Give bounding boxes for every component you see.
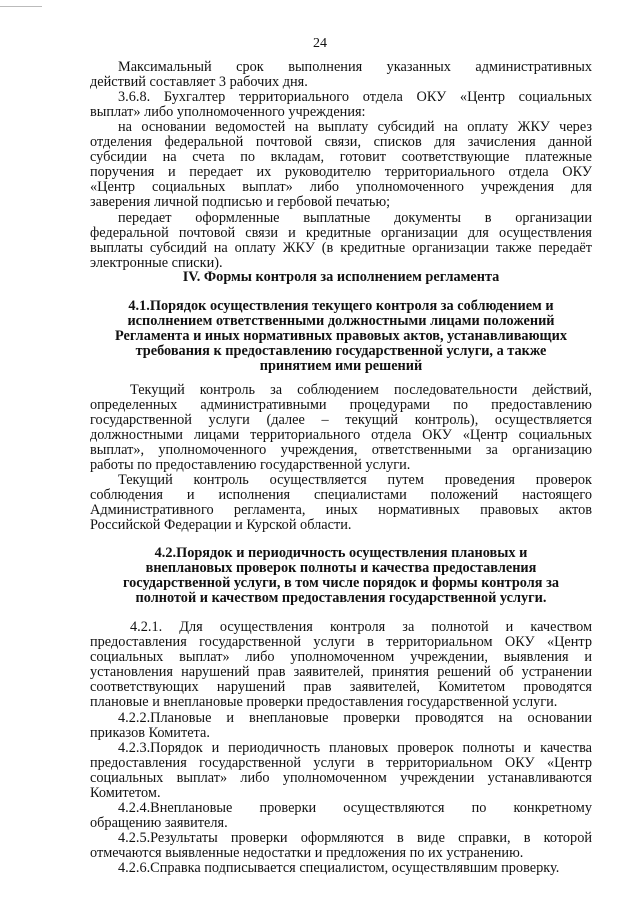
text-line: 4.2.3.Порядок и периодичность плановых проверок полноты и качества [118, 740, 592, 756]
section-heading: IV. Формы контроля за исполнением регламента [182, 269, 500, 285]
text-line: поручения и передает их руководителю территориального отдела ОКУ [90, 164, 592, 180]
text-line: передает оформленные выплатные документы в организации [118, 210, 592, 226]
text-line: выплат», уполномоченного учреждения, ответственными за организацию [90, 442, 592, 458]
subsection-heading: исполнением ответственными должностными лицами положений [127, 313, 555, 329]
text-line: 3.6.8. Бухгалтер территориального отдела ОКУ «Центр социальных [118, 89, 592, 105]
text-line: плановые и внеплановые проверки предоставления государственной услуги. [90, 694, 558, 710]
text-line: 4.2.1. Для осуществления контроля за полнотой и качеством [130, 619, 592, 635]
text-line: установления нарушений прав заявителей, принятия решений об устранении [90, 664, 592, 680]
page-number: 24 [313, 36, 327, 51]
text-line: «Центр социальных выплат» либо уполномоченного учреждения для [90, 179, 592, 195]
text-line: должностными лицами территориального отдела ОКУ «Центр социальных [90, 427, 592, 443]
text-line: на основании ведомостей на выплату субсидий на оплату ЖКУ через [118, 119, 592, 135]
text-line: электронные списки). [90, 255, 223, 271]
text-line: определенных административными процедурами по предоставлению [90, 397, 592, 413]
text-line: 4.2.4.Внеплановые проверки осуществляются по конкретному [118, 800, 592, 816]
text-line: обращению заявителя. [90, 815, 228, 831]
subsection-heading: Регламента и иных нормативных правовых актов, устанавливающих [115, 328, 567, 344]
text-line: Административного регламента, иных нормативных правовых актов [90, 502, 592, 518]
text-line: работы по предоставлению государственной услуги. [90, 457, 411, 473]
text-line: Российской Федерации и Курской области. [90, 517, 352, 533]
subsection-heading: полнотой и качеством предоставления государственной услуги. [135, 590, 547, 606]
scan-corner-mark [0, 0, 42, 7]
text-line: федеральной почтовой связи и кредитные организации для осуществления [90, 225, 592, 241]
text-line: соблюдения и исполнения специалистами положений настоящего [90, 487, 592, 503]
text-line: 4.2.5.Результаты проверки оформляются в виде справки, в которой [118, 830, 592, 846]
text-line: заверения личной подписью и гербовой печатью; [90, 194, 391, 210]
text-line: действий составляет 3 рабочих дня. [90, 74, 308, 90]
text-line: Комитетом. [90, 785, 161, 801]
subsection-heading: 4.1.Порядок осуществления текущего контроля за соблюдением и [128, 298, 554, 314]
text-line: соответствующих нарушений прав заявителей, Комитетом проводятся [90, 679, 592, 695]
text-line: выплат» либо уполномоченного учреждения: [90, 104, 366, 120]
text-line: 4.2.6.Справка подписывается специалистом, осуществлявшим проверку. [118, 860, 560, 876]
text-line: предоставления государственной услуги в территориальном ОКУ «Центр [90, 755, 592, 771]
text-line: выплаты субсидий на оплату ЖКУ (в кредитные организации также передаёт [90, 240, 592, 256]
subsection-heading: 4.2.Порядок и периодичность осуществления плановых и [154, 545, 528, 561]
text-line: отделения федеральной почтовой связи, списков для зачисления данной [90, 134, 592, 150]
text-line: Текущий контроль осуществляется путем проведения проверок [118, 472, 592, 488]
text-line: субсидии на счета по вкладам, готовит соответствующие платежные [90, 149, 592, 165]
text-line: 4.2.2.Плановые и внеплановые проверки проводятся на основании [118, 710, 592, 726]
text-line: государственной услуги (далее – текущий контроль), осуществляется [90, 412, 592, 428]
text-line: Текущий контроль за соблюдением последовательности действий, [130, 382, 592, 398]
subsection-heading: государственной услуги, в том числе порядок и формы контроля за [123, 575, 559, 591]
subsection-heading: принятием ими решений [259, 358, 423, 374]
subsection-heading: внеплановых проверок полноты и качества предоставления [145, 560, 537, 576]
text-line: отмечаются выявленные недостатки и предложения по их устранению. [90, 845, 524, 861]
text-line: предоставления государственной услуги в территориальном ОКУ «Центр [90, 634, 592, 650]
text-line: социальных выплат» либо уполномоченном учреждении, выявления и [90, 649, 592, 665]
text-line: приказов Комитета. [90, 725, 210, 741]
subsection-heading: требования к предоставлению государственной услуги, а также [135, 343, 547, 359]
text-line: Максимальный срок выполнения указанных административных [118, 59, 592, 75]
text-line: социальных выплат» либо уполномоченном учреждении устанавливаются [90, 770, 592, 786]
